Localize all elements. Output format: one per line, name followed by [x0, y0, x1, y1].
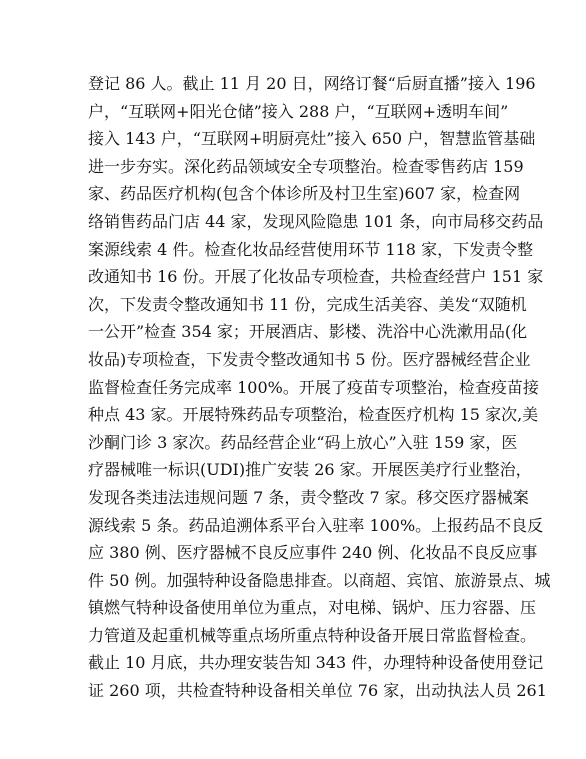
text-line: 截止 10 月底，共办理安装告知 343 件，办理特种设备使用登记 [88, 653, 544, 673]
text-line: 应 380 例、医疗器械不良反应事件 240 例、化妆品不良反应事 [88, 543, 538, 563]
text-line: 源线索 5 条。药品追溯体系平台入驻率 100%。上报药品不良反 [88, 515, 544, 535]
text-line: 疗器械唯一标识(UDI)推广安装 26 家。开展医美疗行业整治， [88, 460, 532, 480]
text-line: 监督检查任务完成率 100%。开展了疫苗专项整治，检查疫苗接 [88, 377, 539, 397]
text-line: 妆品)专项检查，下发责令整改通知书 5 份。医疗器械经营企业 [88, 349, 531, 369]
body-text [88, 70, 551, 705]
text-line: 户，“互联网+阳光仓储”接入 288 户，“互联网+透明车间” [88, 101, 509, 121]
text-line: 镇燃气特种设备使用单位为重点，对电梯、锅炉、压力容器、压 [88, 598, 537, 618]
text-line: 沙酮门诊 3 家次。药品经营企业“码上放心”入驻 159 家，医 [88, 432, 518, 452]
text-line: 一公开”检查 354 家；开展酒店、影楼、洗浴中心洗漱用品(化 [88, 322, 528, 342]
text-line: 证 260 项，共检查特种设备相关单位 76 家，出动执法人员 261 [88, 681, 547, 701]
text-line: 改通知书 16 份。开展了化妆品专项检查，共检查经营户 151 家 [88, 267, 544, 287]
text-line: 案源线索 4 件。检查化妆品经营使用环节 118 家，下发责令整 [88, 239, 534, 259]
text-line: 络销售药品门店 44 家，发现风险隐患 101 条，向市局移交药品 [88, 211, 544, 231]
text-line: 发现各类违法违规问题 7 条，责令整改 7 家。移交医疗器械案 [88, 487, 529, 507]
text-line: 接入 143 户，“互联网+明厨亮灶”接入 650 户，智慧监管基础 [88, 129, 536, 149]
text-line: 登记 86 人。截止 11 月 20 日，网络订餐“后厨直播”接入 196 [88, 74, 536, 93]
text-line: 力管道及起重机械等重点场所重点特种设备开展日常监督检查。 [88, 625, 537, 645]
text-line: 种点 43 家。开展特殊药品专项整治，检查医疗机构 15 家次,美 [88, 405, 539, 425]
text-line: 进一步夯实。深化药品领域安全专项整治。检查零售药店 159 [88, 156, 524, 176]
text-line: 家、药品医疗机构(包含个体诊所及村卫生室)607 家，检查网 [88, 184, 521, 204]
text-line: 件 50 例。加强特种设备隐患排查。以商超、宾馆、旅游景点、城 [88, 570, 551, 590]
text-line: 次，下发责令整改通知书 11 份，完成生活美容、美发“双随机 [88, 294, 527, 314]
